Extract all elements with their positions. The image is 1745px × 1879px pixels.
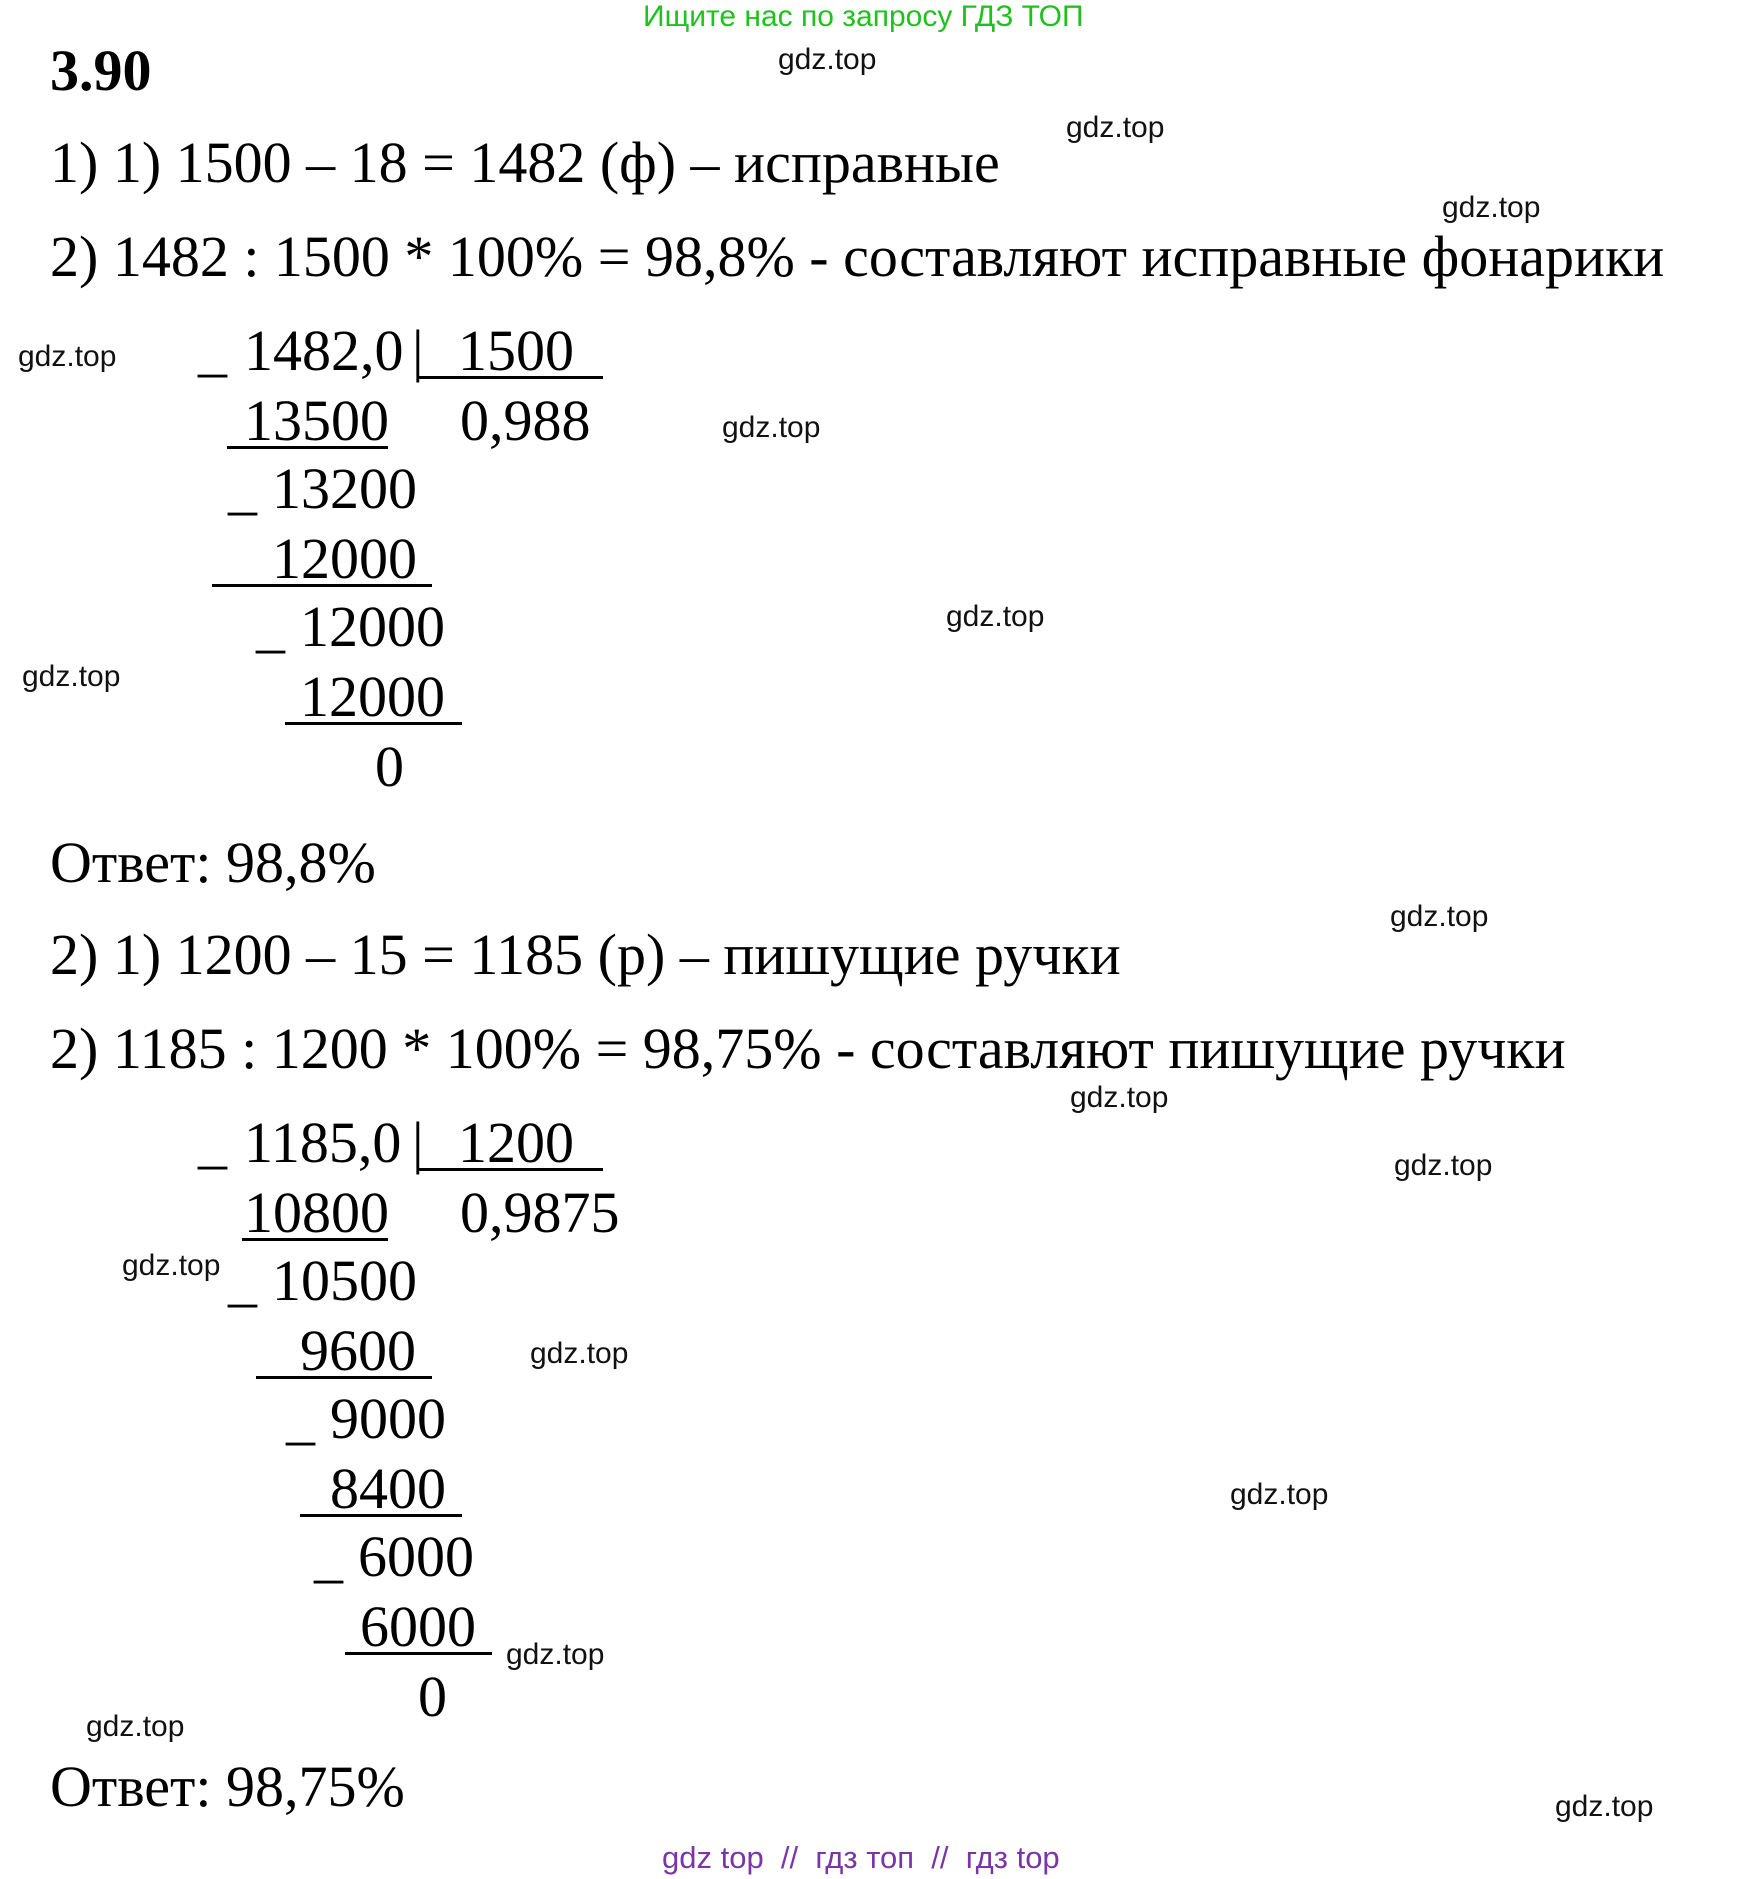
remainder: 0 bbox=[375, 734, 404, 799]
division-bar: | bbox=[412, 1110, 424, 1175]
minus-sign: _ bbox=[228, 1248, 257, 1313]
watermark: gdz.top bbox=[530, 1337, 629, 1370]
footer-watermark: gdz top // гдз топ // гдз top bbox=[662, 1840, 1060, 1875]
watermark: gdz.top bbox=[1394, 1149, 1493, 1182]
watermark: gdz.top bbox=[86, 1710, 185, 1743]
division-rule bbox=[345, 1652, 492, 1655]
division-row: 10800 bbox=[244, 1180, 389, 1245]
divisor: 1500 bbox=[458, 318, 574, 383]
minus-sign: _ bbox=[314, 1524, 343, 1589]
watermark: gdz.top bbox=[1230, 1478, 1329, 1511]
watermark: gdz.top bbox=[22, 660, 121, 693]
division-row: 13500 bbox=[244, 388, 389, 453]
minus-sign: _ bbox=[198, 318, 227, 383]
part2-step2: 2) 1185 : 1200 * 100% = 98,75% - составляют пишущие ручки bbox=[50, 1016, 1566, 1081]
part1-step2: 2) 1482 : 1500 * 100% = 98,8% - составляют исправные фонарики bbox=[50, 224, 1665, 289]
quotient: 0,988 bbox=[460, 388, 591, 453]
minus-sign: _ bbox=[286, 1386, 315, 1451]
division-row: 9000 bbox=[330, 1386, 446, 1451]
division-row: 6000 bbox=[358, 1524, 474, 1589]
quotient: 0,9875 bbox=[460, 1180, 620, 1245]
watermark: gdz.top bbox=[1442, 191, 1541, 224]
part2-step1: 2) 1) 1200 – 15 = 1185 (р) – пишущие ручки bbox=[50, 922, 1121, 987]
division-rule bbox=[256, 1376, 432, 1379]
division-rule bbox=[212, 584, 432, 587]
watermark: gdz.top bbox=[1070, 1081, 1169, 1114]
part1-answer: Ответ: 98,8% bbox=[50, 830, 376, 895]
division-bar: | bbox=[412, 318, 424, 383]
division-row: 9600 bbox=[300, 1318, 416, 1383]
remainder: 0 bbox=[418, 1664, 447, 1729]
minus-sign: _ bbox=[228, 456, 257, 521]
search-banner: Ищите нас по запросу ГДЗ ТОП bbox=[643, 0, 1084, 33]
division-rule bbox=[300, 1514, 462, 1517]
watermark: gdz.top bbox=[722, 411, 821, 444]
minus-sign: _ bbox=[198, 1110, 227, 1175]
division-row: 6000 bbox=[360, 1594, 476, 1659]
divisor: 1200 bbox=[458, 1110, 574, 1175]
watermark: gdz.top bbox=[122, 1249, 221, 1282]
watermark: gdz.top bbox=[778, 43, 877, 76]
watermark: gdz.top bbox=[1555, 1790, 1654, 1823]
watermark: gdz.top bbox=[1390, 900, 1489, 933]
watermark: gdz.top bbox=[946, 600, 1045, 633]
division-row: 12000 bbox=[300, 664, 445, 729]
problem-number: 3.90 bbox=[50, 38, 152, 103]
division-row: 10500 bbox=[272, 1248, 417, 1313]
watermark: gdz.top bbox=[1066, 111, 1165, 144]
part1-step1: 1) 1) 1500 – 18 = 1482 (ф) – исправные bbox=[50, 130, 1000, 195]
dividend: 1482,0 bbox=[244, 318, 404, 383]
division-rule bbox=[285, 722, 462, 725]
division-rule bbox=[242, 1238, 388, 1241]
division-row: 12000 bbox=[300, 594, 445, 659]
watermark: gdz.top bbox=[18, 340, 117, 373]
dividend: 1185,0 bbox=[244, 1110, 402, 1175]
minus-sign: _ bbox=[256, 594, 285, 659]
division-row: 8400 bbox=[330, 1456, 446, 1521]
divisor-underline bbox=[418, 376, 603, 379]
watermark: gdz.top bbox=[506, 1638, 605, 1671]
division-row: 13200 bbox=[272, 456, 417, 521]
division-rule bbox=[227, 446, 388, 449]
part2-answer: Ответ: 98,75% bbox=[50, 1754, 405, 1819]
divisor-underline bbox=[418, 1168, 603, 1171]
division-row: 12000 bbox=[272, 526, 417, 591]
